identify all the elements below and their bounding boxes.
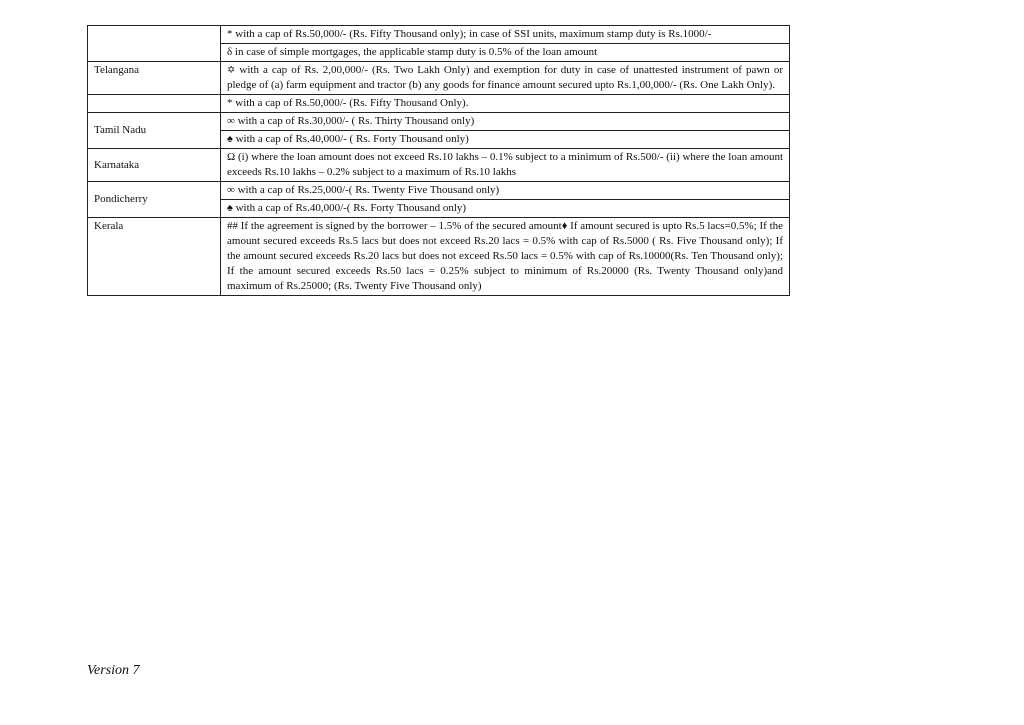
duty-cell: * with a cap of Rs.50,000/- (Rs. Fifty Thousand Only).: [221, 95, 790, 113]
duty-cell: Ω (i) where the loan amount does not exceed Rs.10 lakhs – 0.1% subject to a minimum of Rs.500/- (ii) where the loan amount exceeds Rs.10 lakhs – 0.2% subject to a maximum of Rs.10 lakhs: [221, 149, 790, 182]
state-cell-telangana: Telangana: [88, 62, 221, 95]
version-footer: Version 7: [87, 663, 140, 678]
duty-text: ## If the agreement is signed by the borrower – 1.5% of the secured amount: [227, 220, 562, 232]
duty-cell: ∞ with a cap of Rs.30,000/- ( Rs. Thirty Thousand only): [221, 113, 790, 131]
duty-text: with a cap of Rs. 2,00,000/- (Rs. Two Lakh Only) and exemption for duty in case of unattested instrument of pawn or pledge of (a) farm equipment and tractor (b) any goods for finance amount secured upto Rs.1,00,000/- (Rs. One Lakh Only).: [227, 64, 783, 91]
stamp-duty-table: [87, 25, 790, 296]
duty-text: ♦ If amount secured is upto Rs.5 lacs=0.5%; If the amount secured exceeds Rs.5 lacs but does not exceed Rs.20 lacs = 0.5% with cap of Rs.5000 ( Rs. Five Thousand only); If the amount secured exceeds Rs.20 lacs but does not exceed Rs.50 lacs = 0.5% with cap of Rs.10000(Rs. Ten Thousand only); If the amount secured exceeds Rs.50 lacs = 0.25% subject to minimum of Rs.20000 (Rs. Twenty Thousand only)and maximum of Rs.25000; (Rs. Twenty Five Thousand only): [227, 220, 784, 292]
star-of-david-icon: ✡: [227, 65, 236, 76]
duty-cell: ∞ with a cap of Rs.25,000/-( Rs. Twenty Five Thousand only): [221, 182, 790, 200]
table-row: [88, 113, 790, 131]
duty-cell: * with a cap of Rs.50,000/- (Rs. Fifty Thousand only); in case of SSI units, maximum stamp duty is Rs.1000/-: [221, 26, 790, 44]
table-row: [88, 182, 790, 200]
state-cell-kerala: Kerala: [88, 218, 221, 296]
state-cell-karnataka: Karnataka: [88, 149, 221, 182]
table-row: [88, 95, 790, 113]
table-row: [88, 62, 790, 95]
duty-cell: ♠ with a cap of Rs.40,000/-( Rs. Forty Thousand only): [221, 200, 790, 218]
table-row: [88, 218, 790, 296]
table-row: [88, 149, 790, 182]
table-row: [88, 26, 790, 44]
duty-cell: [221, 62, 790, 95]
duty-cell: [221, 218, 790, 296]
duty-cell: δ in case of simple mortgages, the applicable stamp duty is 0.5% of the loan amount: [221, 44, 790, 62]
state-cell-pondicherry: Pondicherry: [88, 182, 221, 218]
state-cell-empty: [88, 95, 221, 113]
state-cell-empty: [88, 26, 221, 62]
state-cell-tamil-nadu: Tamil Nadu: [88, 113, 221, 149]
duty-cell: ♠ with a cap of Rs.40,000/- ( Rs. Forty Thousand only): [221, 131, 790, 149]
